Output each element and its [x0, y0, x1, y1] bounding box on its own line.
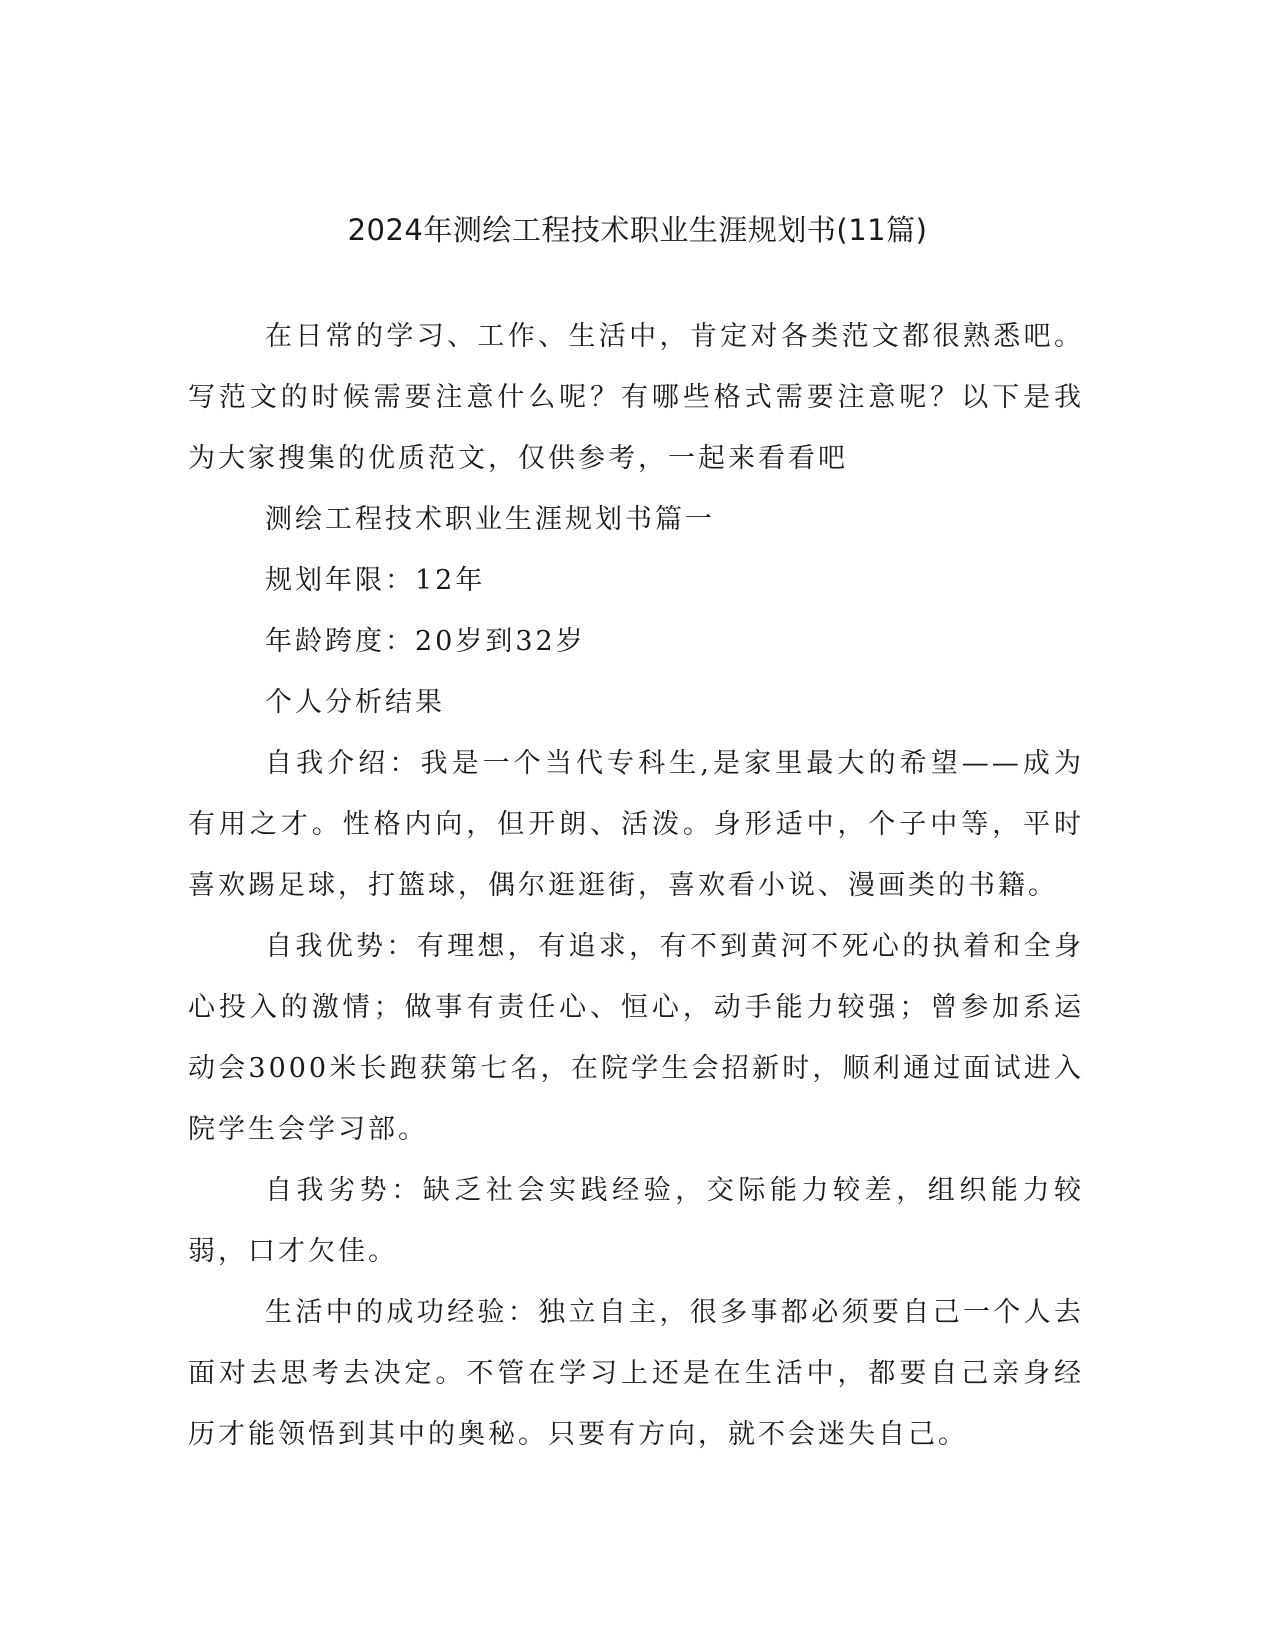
- paragraph-strengths: 自我优势：有理想，有追求，有不到黄河不死心的执着和全身心投入的激情；做事有责任心、恒心，动手能力较强；曾参加系运动会3000米长跑获第七名，在院学生会招新时，顺利通过面试进入院学生会学习部。: [188, 931, 1084, 1145]
- age-span: 年龄跨度：20岁到32岁: [265, 626, 586, 657]
- paragraph-self-intro: 自我介绍：我是一个当代专科生,是家里最大的希望——成为有用之才。性格内向，但开朗、活泼。身形适中，个子中等，平时喜欢踢足球，打篮球，偶尔逛逛街，喜欢看小说、漫画类的书籍。: [188, 748, 1084, 901]
- paragraph-intro: 在日常的学习、工作、生活中，肯定对各类范文都很熟悉吧。写范文的时候需要注意什么呢？有哪些格式需要注意呢？以下是我为大家搜集的优质范文，仅供参考，一起来看看吧: [188, 321, 1084, 474]
- plan-duration: 规划年限：12年: [265, 565, 486, 596]
- analysis-heading: 个人分析结果: [265, 687, 445, 718]
- paragraph-success-experience: 生活中的成功经验：独立自主，很多事都必须要自己一个人去面对去思考去决定。不管在学习上还是在生活中，都要自己亲身经历才能领悟到其中的奥秘。只要有方向，就不会迷失自己。: [188, 1297, 1084, 1450]
- section-heading: 测绘工程技术职业生涯规划书篇一: [265, 504, 715, 535]
- paragraph-weaknesses: 自我劣势：缺乏社会实践经验，交际能力较差，组织能力较弱，口才欠佳。: [188, 1175, 1084, 1267]
- document-title: 2024年测绘工程技术职业生涯规划书(11篇): [347, 213, 928, 247]
- document-body: [188, 306, 1084, 1465]
